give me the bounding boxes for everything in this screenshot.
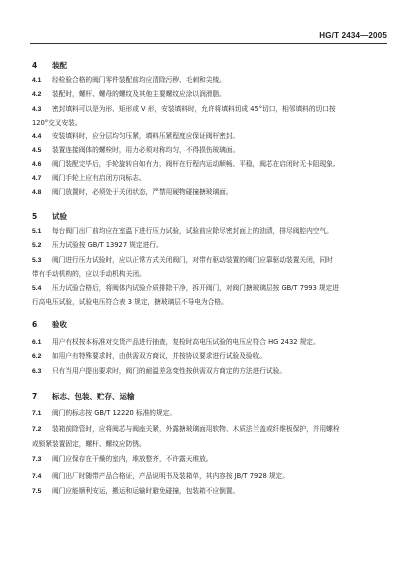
clause-text: 用户有权按本标准对交货产品进行抽查，复检时高电压试验的电压应符合 HG 2432 规定。 bbox=[52, 338, 320, 346]
clause-text: 压力试验合格后，将阀体内试验介质排除干净，拆开阀门，对阀门搪玻璃层按 GB/T 7993 规定进 bbox=[52, 284, 339, 292]
section-number: 7 bbox=[32, 392, 38, 401]
clause bbox=[32, 336, 387, 350]
clause-text: 装置连接阀体的螺栓时，用力必须对称均匀，不得损伤玻璃面。 bbox=[52, 146, 240, 154]
clause-number: 4.3 bbox=[32, 106, 42, 113]
clause-number: 4.5 bbox=[32, 147, 42, 154]
clause-text: 阀门手轮上应有启闭方向标志。 bbox=[52, 174, 146, 182]
section-number: 4 bbox=[32, 61, 38, 70]
clause-number: 5.2 bbox=[32, 242, 42, 249]
clause-text: 阀门放置时，必须处于关闭状态，严禁用硬物碰撞搪玻璃面。 bbox=[52, 188, 233, 196]
clause-continuation bbox=[32, 268, 387, 281]
clause bbox=[32, 74, 387, 88]
clause-text: 阀门装配完毕后，手轮旋转自如有力，阀杆在行程内运动顺畅、平稳，阀芯在启闭时无卡阻现象。 bbox=[52, 160, 340, 168]
clause bbox=[32, 423, 387, 437]
clause bbox=[32, 470, 387, 484]
clause-number: 5.3 bbox=[32, 257, 42, 264]
clause-continuation bbox=[32, 117, 387, 130]
clause-number: 4.1 bbox=[32, 77, 42, 84]
section-title: 装配 bbox=[52, 61, 67, 70]
section-heading bbox=[32, 320, 67, 330]
section-heading bbox=[32, 61, 67, 71]
clause-number: 7.1 bbox=[32, 410, 42, 417]
clause bbox=[32, 254, 387, 268]
clause bbox=[32, 453, 387, 467]
clause-number: 7.2 bbox=[32, 426, 42, 433]
clause-number: 4.7 bbox=[32, 175, 42, 182]
clause-number: 7.4 bbox=[32, 473, 42, 480]
clause-continuation bbox=[32, 438, 387, 451]
section-title: 验收 bbox=[52, 320, 67, 329]
clause-text: 安装填料时，应分层均匀压紧，填料压紧程度应保证阀杆密封。 bbox=[52, 132, 240, 140]
clause bbox=[32, 172, 387, 186]
clause-number: 7.3 bbox=[32, 456, 42, 463]
clause bbox=[32, 365, 387, 379]
section-number: 6 bbox=[32, 320, 38, 329]
clause bbox=[32, 158, 387, 172]
clause bbox=[32, 239, 387, 253]
clause-text: 阀门出厂时随带产品合格证，产品说明书及装箱单，其内容按 JB/T 7928 规定。 bbox=[52, 472, 289, 480]
clause-number: 5.1 bbox=[32, 228, 42, 235]
clause bbox=[32, 186, 387, 200]
clause bbox=[32, 485, 387, 499]
clause-continuation bbox=[32, 296, 387, 309]
clause-number: 7.5 bbox=[32, 488, 42, 495]
section-title: 标志、包装、贮存、运输 bbox=[52, 392, 135, 401]
clause-number: 4.6 bbox=[32, 161, 42, 168]
clause-number: 4.4 bbox=[32, 133, 42, 140]
clause bbox=[32, 407, 387, 421]
clause bbox=[32, 282, 387, 296]
clause-text: 经检验合格的阀门零件装配前均应清除污秽、毛刺和尖棱。 bbox=[52, 76, 226, 84]
clause-text: 每台阀门出厂前均应在室温下进行压力试验，试验前应除尽密封面上的油渍，排尽阀腔内空气。 bbox=[52, 227, 333, 235]
section-heading bbox=[32, 392, 135, 402]
clause bbox=[32, 88, 387, 102]
clause-text: 装配时，螺杆、螺母的螺纹及其他主要螺纹应涂以润滑脂。 bbox=[52, 90, 226, 98]
clause-number: 6.3 bbox=[32, 368, 42, 375]
clause-text: 如用户有特殊要求时，由供需双方商议，并按协议要求进行试验及验收。 bbox=[52, 352, 266, 360]
clause-text: 只有当用户提出要求时，阀门的耐温差急变性按供需双方商定的方法进行试验。 bbox=[52, 367, 287, 375]
clause bbox=[32, 350, 387, 364]
clause-text: 带有手动机构的，应以手动机构关闭。 bbox=[32, 270, 146, 278]
clause-text: 或锁紧装置固定，螺杆、螺纹应防锈。 bbox=[32, 440, 146, 448]
clause-text: 阀门的标志按 GB/T 12220 标准的规定。 bbox=[52, 409, 177, 417]
section-number: 5 bbox=[32, 212, 38, 221]
header-rule bbox=[30, 43, 387, 44]
clause-text: 装箱前除管时，应将阀芯与阀座关紧，外露搪玻璃面用软物、木质法兰盖或纤维板保护，并用螺栓 bbox=[52, 425, 340, 433]
standard-code: HG/T 2434—2005 bbox=[319, 31, 387, 40]
clause-text: 阀门应保存在干燥的室内，堆放整齐，不许露天堆放。 bbox=[52, 455, 213, 463]
clause-text: 阀门应能顺利安运，搬运和运输时避免碰撞，包装箱不应倒置。 bbox=[52, 487, 240, 495]
clause bbox=[32, 130, 387, 144]
clause bbox=[32, 144, 387, 158]
clause bbox=[32, 225, 387, 239]
clause-text: 压力试验按 GB/T 13927 规定进行。 bbox=[52, 241, 163, 249]
clause-text: 密封填料可以是为形、矩形或 V 形，安装填料时，允许将填料切成 45°切口，相邻填料的切口按 bbox=[52, 105, 336, 113]
clause-text: 120°交叉安装。 bbox=[32, 119, 82, 127]
clause-number: 4.2 bbox=[32, 91, 42, 98]
clause-number: 6.1 bbox=[32, 339, 42, 346]
section-title: 试验 bbox=[52, 212, 67, 221]
clause-number: 6.2 bbox=[32, 353, 42, 360]
clause-text: 阀门进行压力试验时，应以正常方式关闭阀门，对带有驱动装置的阀门应靠驱动装置关闭，同时 bbox=[52, 256, 333, 264]
clause-text: 行高电压试验，试验电压符合表 3 规定，搪玻璃层不导电为合格。 bbox=[32, 298, 228, 306]
clause bbox=[32, 103, 387, 117]
clause-number: 5.4 bbox=[32, 285, 42, 292]
clause-number: 4.8 bbox=[32, 189, 42, 196]
section-heading bbox=[32, 212, 67, 222]
